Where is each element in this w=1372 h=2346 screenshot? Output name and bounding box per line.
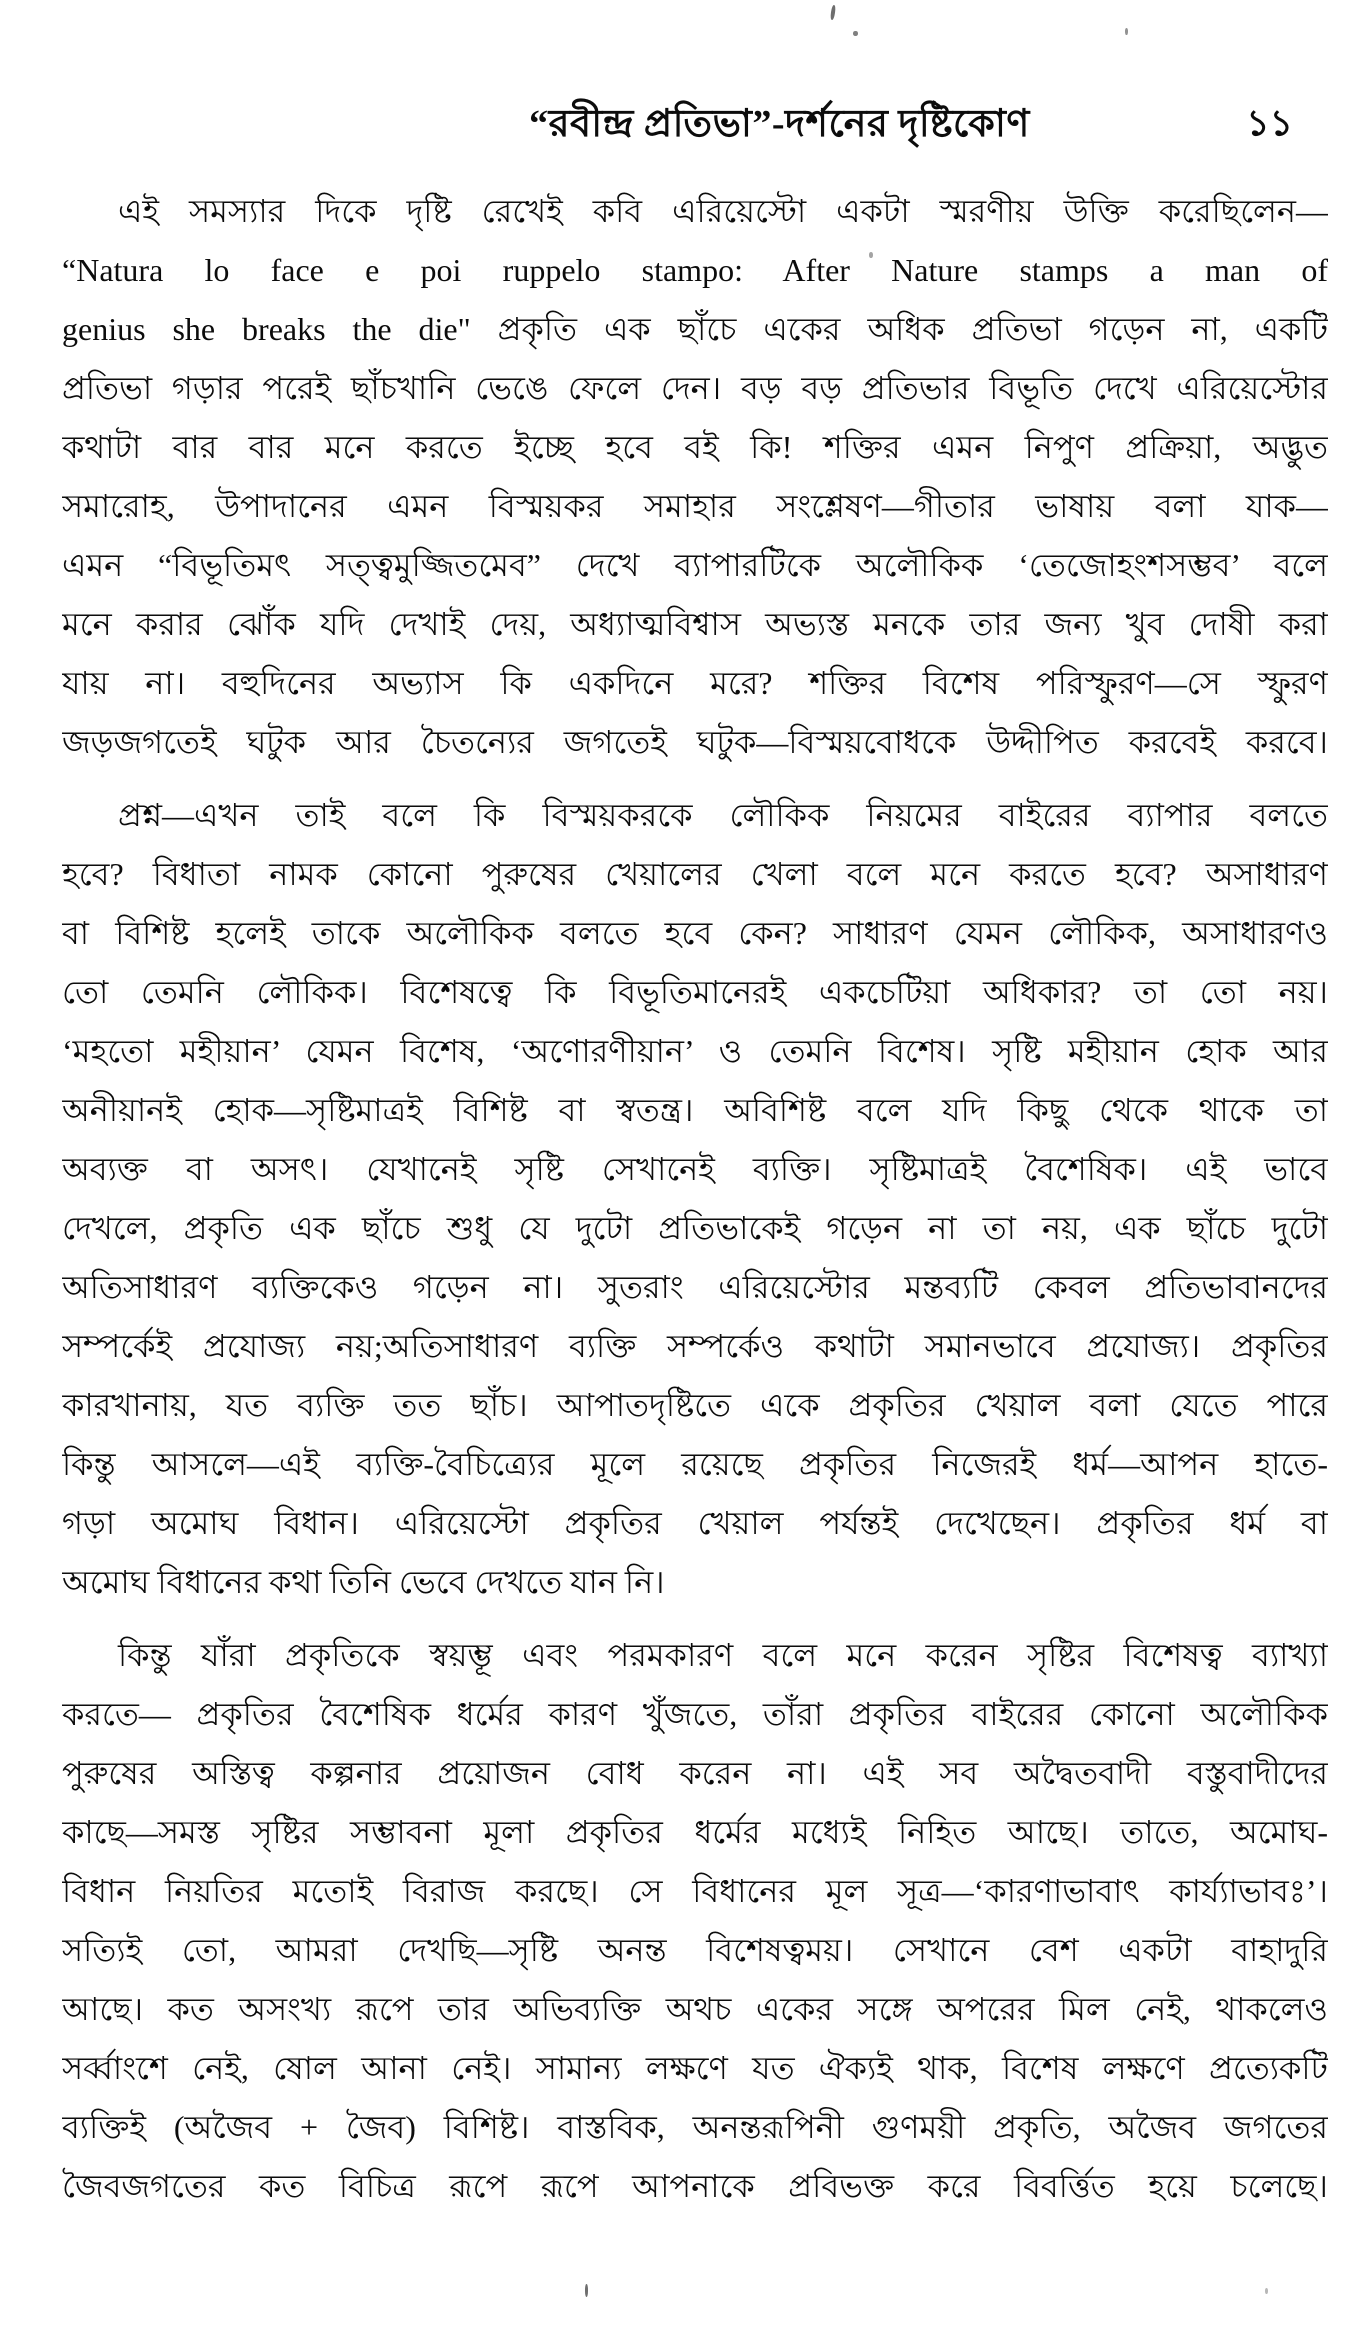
- text-line: সম্পর্কেই প্রযোজ্য নয়;অতিসাধারণ ব্যক্তি সম্পর্কেও কথাটা সমানভাবে প্রযোজ্য। প্রকৃতির: [62, 1328, 1328, 1364]
- text-line: সত্যিই তো, আমরা দেখছি—সৃষ্টি অনন্ত বিশেষত্বময়। সেখানে বেশ একটা বাহাদুরি: [62, 1932, 1328, 1968]
- text-line: সমারোহ, উপাদানের এমন বিস্ময়কর সমাহার সংশ্লেষণ—গীতার ভাষায় বলা যাক—: [62, 488, 1328, 524]
- body-text: [62, 182, 1328, 2216]
- text-line: যায় না। বহুদিনের অভ্যাস কি একদিনে মরে? শক্তির বিশেষ পরিস্ফুরণ—সে স্ফুরণ: [62, 665, 1328, 701]
- text-line: জৈবজগতের কত বিচিত্র রূপে রূপে আপনাকে প্রবিভক্ত করে বিবর্ত্তিত হয়ে চলেছে।: [62, 2168, 1328, 2204]
- scan-speck: [1265, 2288, 1268, 2294]
- text-line: কথাটা বার বার মনে করতে ইচ্ছে হবে বই কি! শক্তির এমন নিপুণ প্রক্রিয়া, অদ্ভুত: [62, 429, 1328, 465]
- text-line: করতে— প্রকৃতির বৈশেষিক ধর্মের কারণ খুঁজতে, তাঁরা প্রকৃতির বাইরের কোনো অলৌকিক: [62, 1696, 1328, 1732]
- paragraph-2: [62, 786, 1328, 1612]
- text-line: গড়া অমোঘ বিধান। এরিয়েস্টো প্রকৃতির খেয়াল পর্যন্তই দেখেছেন। প্রকৃতির ধর্ম বা: [62, 1505, 1328, 1541]
- text-line: অব্যক্ত বা অসৎ। যেখানেই সৃষ্টি সেখানেই ব্যক্তি। সৃষ্টিমাত্রই বৈশেষিক। এই ভাবে: [62, 1151, 1328, 1187]
- text-line: এমন “বিভূতিমৎ সত্ত্বমুজ্জিতমেব” দেখে ব্যাপারটিকে অলৌকিক ‘তেজোহংশসম্ভব’ বলে: [62, 547, 1328, 583]
- text-line: অতিসাধারণ ব্যক্তিকেও গড়েন না। সুতরাং এরিয়েস্টোর মন্তব্যটি কেবল প্রতিভাবানদের: [62, 1269, 1328, 1305]
- text-line: সর্ব্বাংশে নেই, ষোল আনা নেই। সামান্য লক্ষণে যত ঐক্যই থাক, বিশেষ লক্ষণে প্রত্যেকটি: [62, 2050, 1328, 2086]
- text-line: মনে করার ঝোঁক যদি দেখাই দেয়, অধ্যাত্মবিশ্বাস অভ্যস্ত মনকে তার জন্য খুব দোষী করা: [62, 606, 1328, 642]
- scan-speck: [830, 5, 836, 20]
- text-line: অমোঘ বিধানের কথা তিনি ভেবে দেখতে যান নি।: [62, 1564, 665, 1600]
- text-line: তো তেমনি লৌকিক। বিশেষত্বে কি বিভূতিমানেরই একচেটিয়া অধিকার? তা তো নয়।: [62, 974, 1328, 1010]
- text-line: বা বিশিষ্ট হলেই তাকে অলৌকিক বলতে হবে কেন? সাধারণ যেমন লৌকিক, অসাধারণও: [62, 915, 1328, 951]
- scan-speck: [1125, 28, 1128, 35]
- text-line: প্রশ্ন—এখন তাই বলে কি বিস্ময়করকে লৌকিক নিয়মের বাইরের ব্যাপার বলতে: [118, 797, 1328, 833]
- text-line: প্রতিভা গড়ার পরেই ছাঁচখানি ভেঙে ফেলে দেন। বড় বড় প্রতিভার বিভূতি দেখে এরিয়েস্টোর: [62, 370, 1328, 406]
- text-line: “Natura lo face e poi ruppelo stampo: After Nature stamps a man of: [62, 252, 1328, 288]
- text-line: কিন্তু আসলে—এই ব্যক্তি-বৈচিত্র্যের মূলে রয়েছে প্রকৃতির নিজেরই ধর্ম—আপন হাতে-: [62, 1446, 1328, 1482]
- text-line: কাছে—সমস্ত সৃষ্টির সম্ভাবনা মূলা প্রকৃতির ধর্মের মধ্যেই নিহিত আছে। তাতে, অমোঘ-: [62, 1814, 1328, 1850]
- text-line: genius she breaks the die" প্রকৃতি এক ছাঁচে একের অধিক প্রতিভা গড়েন না, একটি: [62, 311, 1328, 347]
- chapter-title: “রবীন্দ্র প্রতিভা”-দর্শনের দৃষ্টিকোণ: [529, 103, 1030, 145]
- scan-speck: [585, 2284, 588, 2297]
- text-line: জড়জগতেই ঘটুক আর চৈতন্যের জগতেই ঘটুক—বিস্ময়বোধকে উদ্দীপিত করবেই করবে।: [62, 724, 1328, 760]
- page-header: [62, 94, 1327, 158]
- paragraph-1: [62, 182, 1328, 772]
- scan-speck: [853, 31, 858, 36]
- text-line: কারখানায়, যত ব্যক্তি তত ছাঁচ। আপাতদৃষ্টিতে একে প্রকৃতির খেয়াল বলা যেতে পারে: [62, 1387, 1328, 1423]
- text-line: অনীয়ানই হোক—সৃষ্টিমাত্রই বিশিষ্ট বা স্বতন্ত্র। অবিশিষ্ট বলে যদি কিছু থেকে থাকে তা: [62, 1092, 1328, 1128]
- text-line: দেখলে, প্রকৃতি এক ছাঁচে শুধু যে দুটো প্রতিভাকেই গড়েন না তা নয়, এক ছাঁচে দুটো: [62, 1210, 1328, 1246]
- text-line: বিধান নিয়তির মতোই বিরাজ করছে। সে বিধানের মূল সূত্র—‘কারণাভাবাৎ কার্য্যাভাবঃ’।: [62, 1873, 1328, 1909]
- page-number: ১১: [1246, 103, 1293, 143]
- text-line: পুরুষের অস্তিত্ব কল্পনার প্রয়োজন বোধ করেন না। এই সব অদ্বৈতবাদী বস্তুবাদীদের: [62, 1755, 1328, 1791]
- paragraph-3: [62, 1626, 1328, 2216]
- text-line: ব্যক্তিই (অজৈব + জৈব) বিশিষ্ট। বাস্তবিক, অনন্তরূপিনী গুণময়ী প্রকৃতি, অজৈব জগতের: [62, 2109, 1328, 2145]
- text-line: কিন্তু যাঁরা প্রকৃতিকে স্বয়ম্ভূ এবং পরমকারণ বলে মনে করেন সৃষ্টির বিশেষত্ব ব্যাখ্যা: [118, 1637, 1328, 1673]
- text-line: ‘মহতো মহীয়ান’ যেমন বিশেষ, ‘অণোরণীয়ান’ ও তেমনি বিশেষ। সৃষ্টি মহীয়ান হোক আর: [62, 1033, 1328, 1069]
- text-line: আছে। কত অসংখ্য রূপে তার অভিব্যক্তি অথচ একের সঙ্গে অপরের মিল নেই, থাকলেও: [62, 1991, 1328, 2027]
- text-line: এই সমস্যার দিকে দৃষ্টি রেখেই কবি এরিয়েস্টো একটা স্মরণীয় উক্তি করেছিলেন—: [118, 193, 1328, 229]
- text-line: হবে? বিধাতা নামক কোনো পুরুষের খেয়ালের খেলা বলে মনে করতে হবে? অসাধারণ: [62, 856, 1328, 892]
